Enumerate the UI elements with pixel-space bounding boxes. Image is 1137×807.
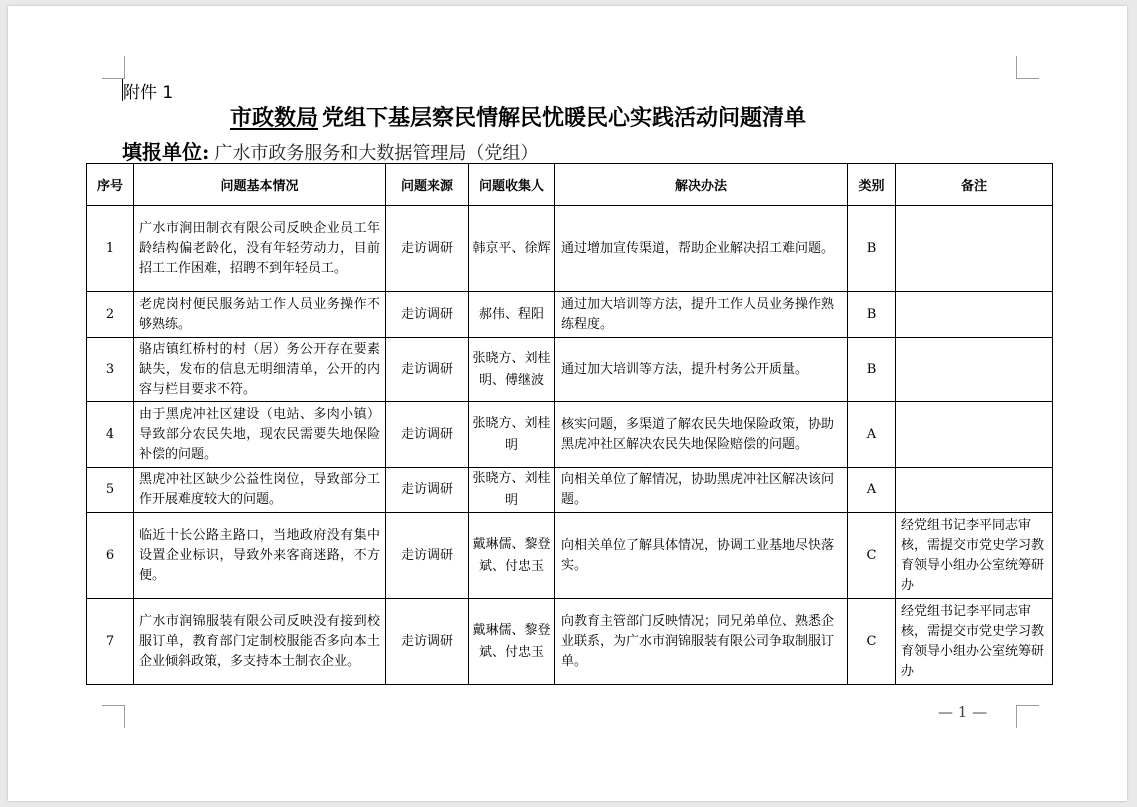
- row-source: 走访调研: [386, 206, 469, 292]
- row-no: 7: [87, 599, 134, 685]
- row-description: 临近十长公路主路口，当地政府没有集中设置企业标识，导致外来客商迷路，不方便。: [134, 513, 386, 599]
- crop-mark-bottom-left: [102, 705, 125, 728]
- row-category: C: [848, 513, 896, 599]
- row-note: [896, 468, 1053, 513]
- reporting-unit-label: 填报单位:: [122, 140, 210, 164]
- crop-mark-top-left: [102, 56, 125, 79]
- row-category: A: [848, 402, 896, 468]
- row-category: B: [848, 206, 896, 292]
- header-collector: 问题收集人: [469, 164, 555, 206]
- table-row: [87, 513, 1053, 599]
- row-solution: 通过加大培训等方法，提升工作人员业务操作熟练程度。: [555, 292, 848, 338]
- row-no: 2: [87, 292, 134, 338]
- row-solution: 向教育主管部门反映情况；同兄弟单位、熟悉企业联系，为广水市润锦服装有限公司争取制服订单。: [555, 599, 848, 685]
- row-collector: 郝伟、程阳: [469, 292, 555, 338]
- row-description: 骆店镇红桥村的村（居）务公开存在要素缺失，发布的信息无明细清单，公开的内容与栏目要求不符。: [134, 338, 386, 402]
- row-collector: 戴琳儒、黎登斌、付忠玉: [469, 599, 555, 685]
- row-collector: 韩京平、徐辉: [469, 206, 555, 292]
- row-no: 5: [87, 468, 134, 513]
- row-solution: 核实问题，多渠道了解农民失地保险政策，协助黑虎冲社区解决农民失地保险赔偿的问题。: [555, 402, 848, 468]
- row-category: A: [848, 468, 896, 513]
- row-no: 1: [87, 206, 134, 292]
- document-title: [218, 101, 806, 132]
- table-header-row: [87, 164, 1053, 206]
- row-category: B: [848, 292, 896, 338]
- row-solution: 通过加大培训等方法，提升村务公开质量。: [555, 338, 848, 402]
- row-note: 经党组书记李平同志审核，需提交市党史学习教育领导小组办公室统筹研办: [896, 513, 1053, 599]
- row-solution: 向相关单位了解情况，协助黑虎冲社区解决该问题。: [555, 468, 848, 513]
- row-note: 经党组书记李平同志审核，需提交市党史学习教育领导小组办公室统筹研办: [896, 599, 1053, 685]
- row-note: [896, 292, 1053, 338]
- header-source: 问题来源: [386, 164, 469, 206]
- row-collector: 张晓方、刘桂明: [469, 402, 555, 468]
- header-note: 备注: [896, 164, 1053, 206]
- row-no: 4: [87, 402, 134, 468]
- page-number: — 1 —: [938, 703, 988, 721]
- header-no: 序号: [87, 164, 134, 206]
- row-source: 走访调研: [386, 599, 469, 685]
- table-row: [87, 402, 1053, 468]
- row-category: B: [848, 338, 896, 402]
- row-source: 走访调研: [386, 402, 469, 468]
- row-note: [896, 206, 1053, 292]
- reporting-unit: [122, 136, 538, 165]
- title-prefix: 市政数局: [230, 105, 319, 131]
- row-note: [896, 402, 1053, 468]
- table-row: [87, 599, 1053, 685]
- table-row: [87, 292, 1053, 338]
- crop-mark-bottom-right: [1016, 705, 1039, 728]
- annex-label: 附件 1: [123, 83, 174, 103]
- row-collector: 戴琳儒、黎登斌、付忠玉: [469, 513, 555, 599]
- row-description: 黑虎冲社区缺少公益性岗位，导致部分工作开展难度较大的问题。: [134, 468, 386, 513]
- header-solution: 解决办法: [555, 164, 848, 206]
- row-collector: 张晓方、刘桂明、傅继波: [469, 338, 555, 402]
- row-solution: 向相关单位了解具体情况，协调工业基地尽快落实。: [555, 513, 848, 599]
- header-category: 类别: [848, 164, 896, 206]
- reporting-unit-value: 广水市政务服务和大数据管理局（党组）: [214, 143, 539, 164]
- document-page: [8, 6, 1127, 801]
- row-note: [896, 338, 1053, 402]
- row-solution: 通过增加宣传渠道，帮助企业解决招工难问题。: [555, 206, 848, 292]
- row-description: 由于黑虎冲社区建设（电站、多肉小镇）导致部分农民失地，现农民需要失地保险补偿的问题。: [134, 402, 386, 468]
- table-row: [87, 206, 1053, 292]
- row-description: 广水市涧田制衣有限公司反映企业员工年龄结构偏老龄化，没有年轻劳动力，目前招工工作困难，招聘不到年轻员工。: [134, 206, 386, 292]
- row-source: 走访调研: [386, 468, 469, 513]
- row-category: C: [848, 599, 896, 685]
- table-row: [87, 468, 1053, 513]
- row-description: 广水市润锦服装有限公司反映没有接到校服订单，教育部门定制校服能否多向本土企业倾斜政策，多支持本土制衣企业。: [134, 599, 386, 685]
- header-description: 问题基本情况: [134, 164, 386, 206]
- row-source: 走访调研: [386, 338, 469, 402]
- row-collector: 张晓方、刘桂明: [469, 468, 555, 513]
- row-description: 老虎岗村便民服务站工作人员业务操作不够熟练。: [134, 292, 386, 338]
- crop-mark-top-right: [1016, 56, 1039, 79]
- issue-table: [86, 163, 1053, 685]
- row-no: 3: [87, 338, 134, 402]
- row-source: 走访调研: [386, 513, 469, 599]
- row-no: 6: [87, 513, 134, 599]
- title-main: 党组下基层察民情解民忧暖民心实践活动问题清单: [322, 105, 807, 131]
- row-source: 走访调研: [386, 292, 469, 338]
- table-row: [87, 338, 1053, 402]
